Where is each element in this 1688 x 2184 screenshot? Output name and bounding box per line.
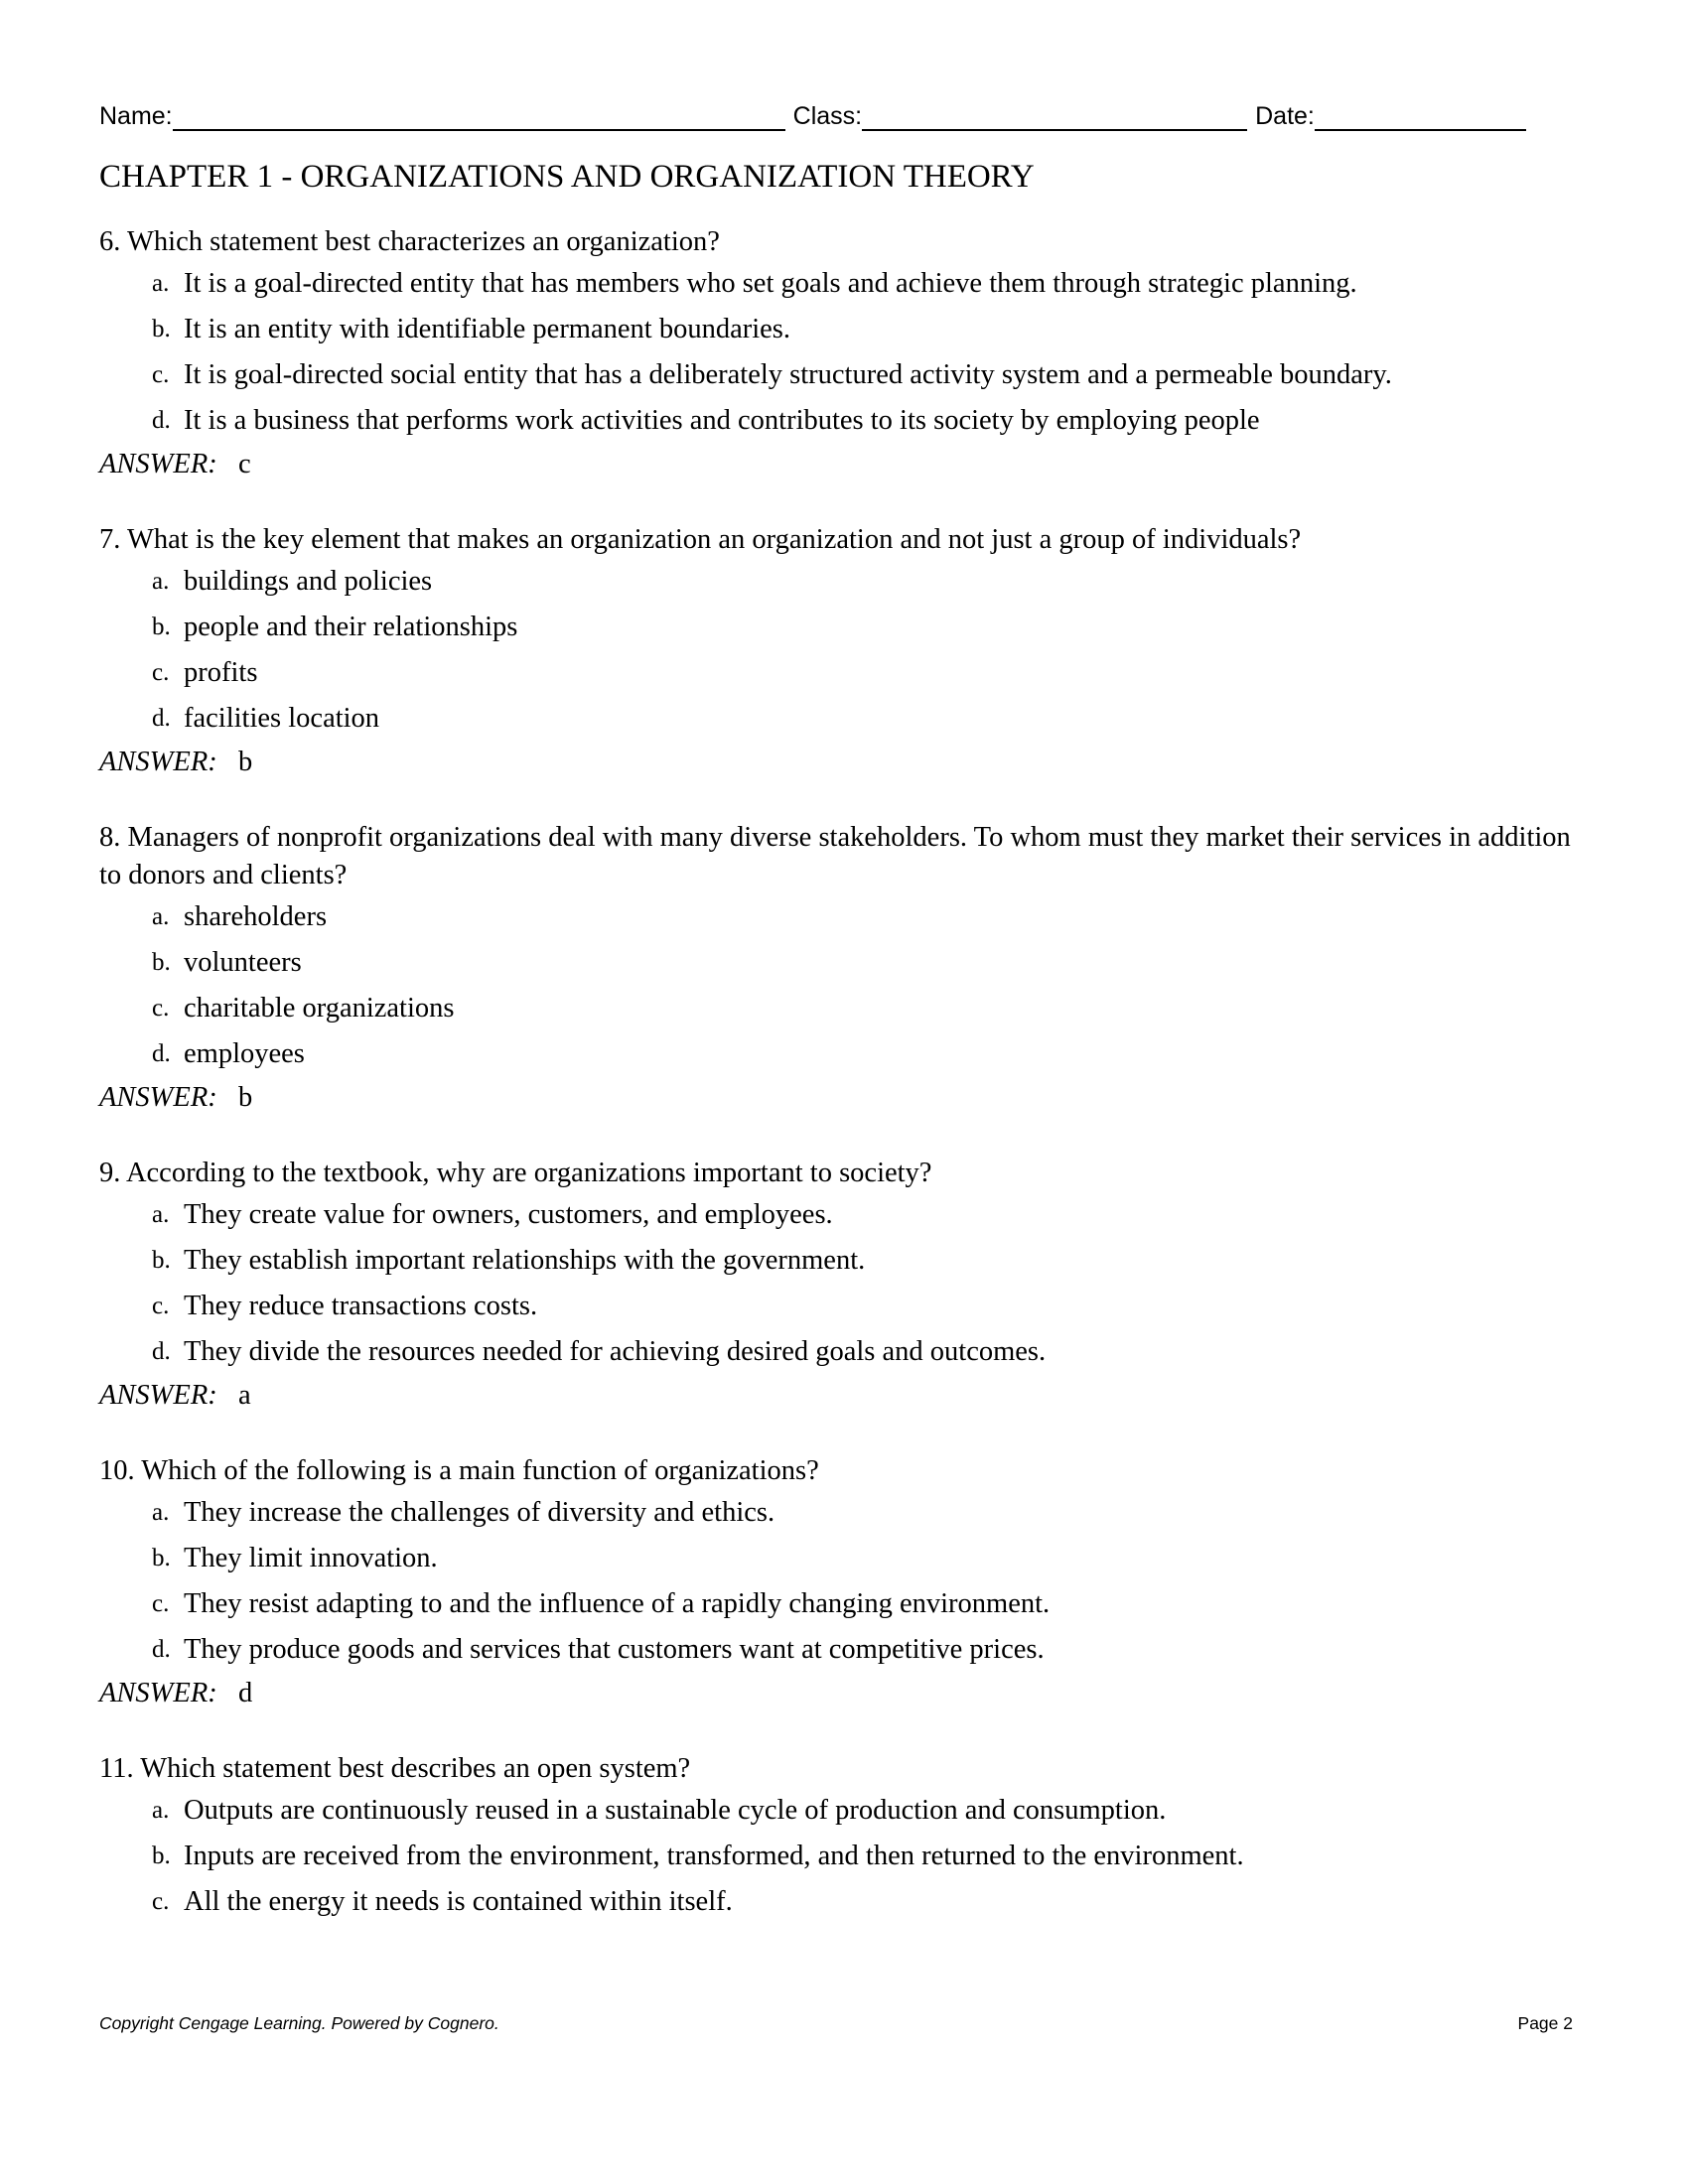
question-number: 11. [99,1752,134,1784]
option-text: profits [184,657,258,688]
question-stem: Which statement best describes an open system? [140,1752,691,1784]
answer-value: b [238,1081,253,1113]
question-list [99,223,1589,1959]
answer-value: d [238,1677,253,1708]
answer-option [99,265,1589,303]
answer-option [99,654,1589,692]
option-letter: b. [152,316,171,342]
option-letter: d. [152,705,171,732]
answer-option [99,990,1589,1027]
option-text: It is goal-directed social entity that has a deliberately structured activity system and a permeable boundary. [184,359,1392,390]
option-letter: b. [152,1842,171,1869]
answer-option [99,1494,1589,1532]
answer-option [99,1792,1589,1830]
question-number: 8. [99,822,121,853]
question-number: 7. [99,524,121,555]
question-number: 9. [99,1157,121,1188]
question-number: 6. [99,226,121,257]
option-text: They increase the challenges of diversity and ethics. [184,1496,775,1528]
answer-option [99,1288,1589,1325]
option-text: volunteers [184,946,302,978]
answer-value: a [238,1379,251,1411]
option-letter: b. [152,614,171,640]
answer-label: ANSWER: [99,449,217,479]
page-number: Page 2 [1517,2013,1573,2033]
option-text: They divide the resources needed for achieving desired goals and outcomes. [184,1335,1047,1367]
answer-option [99,1035,1589,1073]
answer-line [99,1675,1589,1712]
option-text: buildings and policies [184,566,433,597]
answer-label: ANSWER: [99,747,217,777]
question-item [99,521,1589,781]
answer-label: ANSWER: [99,1677,217,1708]
name-field[interactable] [173,103,785,131]
answer-option [99,1883,1589,1921]
answer-option [99,563,1589,601]
answer-option [99,1540,1589,1577]
option-text: They resist adapting to and the influence of a rapidly changing environment. [184,1587,1051,1619]
option-text: employees [184,1037,305,1069]
option-text: They establish important relationships with the government. [184,1244,866,1276]
name-label: Name: [99,102,173,130]
class-label: Class: [792,102,863,130]
question-stem: What is the key element that makes an organization an organization and not just a group of individuals? [127,524,1302,555]
option-letter: c. [152,1589,170,1617]
question-text [99,1750,1589,1788]
option-text: shareholders [184,900,328,932]
question-stem: Which of the following is a main function of organizations? [141,1454,819,1486]
answer-line [99,446,1589,483]
question-number: 10. [99,1454,135,1486]
answer-value: c [238,449,251,479]
option-letter: b. [152,1544,171,1571]
copyright-text: Copyright Cengage Learning. Powered by Cognero. [99,2013,499,2033]
answer-option [99,311,1589,348]
option-text: They create value for owners, customers, and employees. [184,1198,833,1230]
option-letter: a. [152,568,170,595]
question-item [99,223,1589,483]
option-letter: b. [152,948,171,976]
answer-option [99,1196,1589,1234]
answer-label: ANSWER: [99,1379,217,1411]
option-letter: c. [152,659,170,686]
option-letter: c. [152,1292,170,1319]
chapter-title: CHAPTER 1 - ORGANIZATIONS AND ORGANIZATION THEORY [99,159,1035,195]
answer-label: ANSWER: [99,1081,217,1113]
option-text: They limit innovation. [184,1542,438,1573]
option-text: It is a goal-directed entity that has members who set goals and achieve them through strategic planning. [184,268,1357,299]
question-stem: Managers of nonprofit organizations deal with many diverse stakeholders. To whom must they market their services in addition to donors and clients? [99,822,1571,890]
answer-line [99,744,1589,781]
option-letter: a. [152,1200,170,1228]
option-text: facilities location [184,703,380,734]
question-stem: According to the textbook, why are organizations important to society? [125,1157,932,1188]
question-item [99,819,1589,1116]
option-letter: a. [152,270,170,297]
answer-option [99,356,1589,394]
option-letter: a. [152,902,170,930]
option-letter: d. [152,1039,171,1067]
option-text: They reduce transactions costs. [184,1290,538,1321]
option-letter: a. [152,1498,170,1526]
question-text [99,223,1589,261]
question-item [99,1452,1589,1712]
class-field[interactable] [862,103,1247,131]
answer-option [99,609,1589,646]
question-stem: Which statement best characterizes an organization? [127,226,720,257]
option-text: charitable organizations [184,992,455,1024]
option-text: All the energy it needs is contained within itself. [184,1885,733,1917]
option-letter: c. [152,994,170,1022]
question-item [99,1750,1589,1921]
answer-option [99,1242,1589,1280]
question-text [99,1155,1589,1192]
answer-option [99,898,1589,936]
answer-value: b [238,747,253,777]
date-label: Date: [1255,102,1315,130]
option-letter: a. [152,1796,170,1824]
answer-option [99,1631,1589,1669]
question-text [99,1452,1589,1490]
date-field[interactable] [1315,103,1526,131]
answer-option [99,1585,1589,1623]
answer-option [99,700,1589,738]
option-letter: b. [152,1246,171,1274]
question-text [99,521,1589,559]
option-letter: d. [152,1337,171,1365]
option-text: Inputs are received from the environment, transformed, and then returned to the environment. [184,1840,1244,1871]
student-info-header [99,99,1573,131]
answer-option [99,1333,1589,1371]
answer-option [99,1838,1589,1875]
option-letter: c. [152,361,170,388]
answer-option [99,944,1589,982]
option-letter: d. [152,1635,171,1663]
option-text: It is an entity with identifiable permanent boundaries. [184,314,790,344]
answer-option [99,402,1589,440]
option-text: people and their relationships [184,612,518,642]
option-text: They produce goods and services that customers want at competitive prices. [184,1633,1045,1665]
option-letter: d. [152,407,171,434]
answer-line [99,1377,1589,1415]
question-item [99,1155,1589,1415]
question-text [99,819,1589,893]
option-text: It is a business that performs work activities and contributes to its society by employing people [184,405,1260,436]
option-text: Outputs are continuously reused in a sustainable cycle of production and consumption. [184,1794,1167,1826]
page-footer [99,2013,1573,2034]
answer-line [99,1079,1589,1117]
option-letter: c. [152,1887,170,1915]
